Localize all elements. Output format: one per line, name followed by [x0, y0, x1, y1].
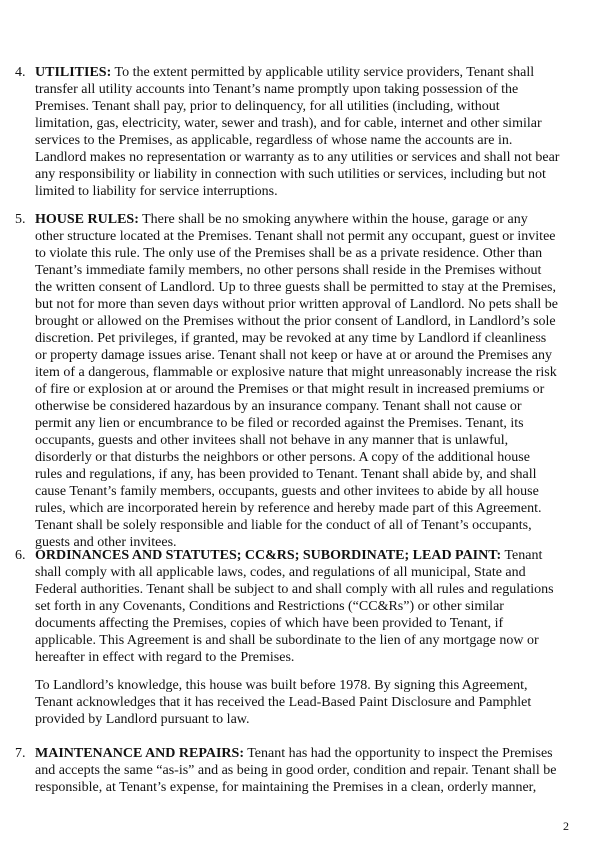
section-body — [35, 64, 570, 200]
section-line: hereafter in effect with regard to the Premises. — [35, 650, 295, 665]
paragraph-line: To Landlord’s knowledge, this house was built before 1978. By signing this Agreement, — [35, 678, 528, 693]
section-line: There shall be no smoking anywhere within the house, garage or any — [138, 212, 528, 227]
section-line: Landlord makes no representation or warranty as to any utilities or services and shall not bear — [35, 150, 560, 165]
section-line: of fire or explosion at or around the Premises or that might result in increased premiums or — [35, 382, 545, 397]
section-line: any responsibility or liability in connection with such utilities or services, including but not — [35, 167, 546, 182]
section-body — [35, 547, 570, 666]
section-line: disorderly or that disturbs the neighbors or other persons. A copy of the additional house — [35, 450, 530, 465]
section-line: To the extent permitted by applicable utility service providers, Tenant shall — [111, 65, 535, 80]
section-line: Premises. Tenant shall pay, prior to delinquency, for all utilities (including, without — [35, 99, 500, 114]
page-number: 2 — [563, 819, 569, 833]
section-line: otherwise be considered hazardous by an insurance company. Tenant shall not cause or — [35, 399, 522, 414]
section-line: permit any lien or encumbrance to be filed or recorded against the Premises. Tenant, its — [35, 416, 524, 431]
section-line: rules, which are incorporated herein by reference and hereby made part of this Agreement. — [35, 501, 542, 516]
section-body — [35, 745, 570, 796]
section-heading: HOUSE RULES: — [35, 212, 139, 227]
section-line: set forth in any Covenants, Conditions and Restrictions (“CC&Rs”) or other similar — [35, 599, 504, 614]
section-line: limitation, gas, electricity, water, sewer and trash), and for cable, internet and other similar — [35, 116, 542, 131]
section-line: documents affecting the Premises, copies of which have been provided to Tenant, if — [35, 616, 504, 631]
lead-paint-paragraph — [35, 677, 575, 728]
section-line: transfer all utility accounts into Tenant’s name promptly upon taking possession of the — [35, 82, 519, 97]
section-ordinances — [15, 547, 570, 666]
section-line: shall comply with all applicable laws, codes, and regulations of all municipal, State and — [35, 565, 526, 580]
section-line: and accepts the same “as-is” and as being in good order, condition and repair. Tenant shall be — [35, 763, 557, 778]
section-line: guests and other invitees. — [35, 535, 177, 550]
paragraph-line: provided by Landlord pursuant to law. — [35, 712, 250, 727]
section-line: other structure located at the Premises. Tenant shall not permit any occupant, guest or invitee — [35, 229, 556, 244]
section-number: 5. — [15, 212, 26, 227]
section-line: discretion. Pet privileges, if granted, may be revoked at any time by Landlord if cleanliness — [35, 331, 547, 346]
section-line: rules and regulations, if any, has been provided to Tenant. Tenant shall abide by, and shall — [35, 467, 537, 482]
section-line: brought or allowed on the Premises without the prior consent of Landlord, in Landlord’s sole — [35, 314, 556, 329]
section-line: cause Tenant’s family members, occupants, guests and other invitees to abide by all house — [35, 484, 539, 499]
section-line: but not for more than seven days without prior written approval of Landlord. No pets shall be — [35, 297, 558, 312]
section-number: 4. — [15, 65, 26, 80]
section-line: to violate this rule. The only use of the Premises shall be as a private residence. Other than — [35, 246, 543, 261]
section-house-rules — [15, 211, 570, 551]
section-line: Tenant’s immediate family members, no other persons shall reside in the Premises without — [35, 263, 542, 278]
section-line: Federal authorities. Tenant shall be subject to and shall comply with all rules and regulations — [35, 582, 554, 597]
section-line: applicable. This Agreement is and shall be subordinate to the lien of any mortgage now or — [35, 633, 539, 648]
section-line: responsible, at Tenant’s expense, for maintaining the Premises in a clean, orderly manner, — [35, 780, 537, 795]
paragraph-line: Tenant acknowledges that it has received the Lead-Based Paint Disclosure and Pamphlet — [35, 695, 532, 710]
section-line: occupants, guests and other invitees shall not behave in any manner that is unlawful, — [35, 433, 509, 448]
section-line: limited to liability for service interruptions. — [35, 184, 278, 199]
section-line: the written consent of Landlord. Up to three guests shall be permitted to stay at the Premises, — [35, 280, 556, 295]
section-number: 6. — [15, 548, 26, 563]
section-number: 7. — [15, 746, 26, 761]
section-line: services to the Premises, as applicable, regardless of whose name the accounts are in. — [35, 133, 513, 148]
section-heading: ORDINANCES AND STATUTES; CC&RS; SUBORDINATE; LEAD PAINT: — [35, 548, 502, 563]
section-line: Tenant — [501, 548, 543, 563]
section-heading: UTILITIES: — [35, 65, 112, 80]
section-line: or property damage issues arise. Tenant shall not keep or have at or around the Premises any — [35, 348, 552, 363]
section-heading: MAINTENANCE AND REPAIRS: — [35, 746, 244, 761]
section-maintenance — [15, 745, 570, 796]
section-line: Tenant has had the opportunity to inspect the Premises — [243, 746, 553, 761]
section-utilities — [15, 64, 570, 200]
section-line: Tenant shall be solely responsible and liable for the conduct of all of Tenant’s occupants, — [35, 518, 532, 533]
section-line: item of a dangerous, flammable or explosive nature that might unreasonably increase the risk — [35, 365, 557, 380]
section-body — [35, 211, 570, 551]
